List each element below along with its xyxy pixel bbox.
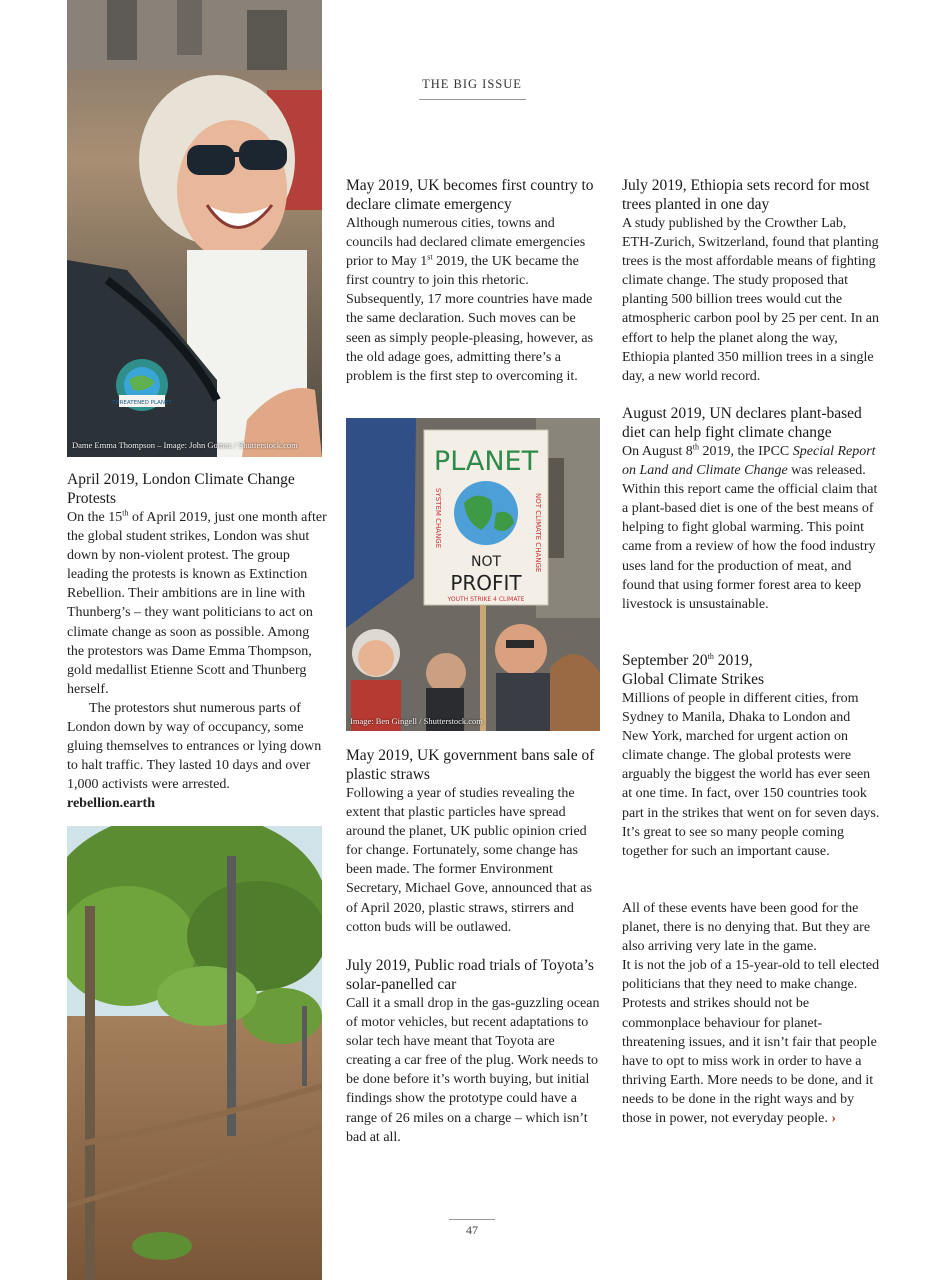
- article-conclusion: [622, 899, 880, 1128]
- body-august-p1b: 2019, the IPCC: [699, 444, 793, 459]
- body-august-report-title: Special Report on Land and Climate Change: [622, 444, 876, 479]
- article-september: [622, 651, 880, 861]
- body-may-emergency-sup: st: [427, 252, 433, 262]
- heading-april: [67, 470, 327, 508]
- body-conclusion-p2: It is not the job of a 15-year-old to tell elected politicians that they need to make change. Protests and strikes should not be commonplace behaviour for planet-threatening issues, and it isn’t fair that people have to opt to miss work in order to have a thriving Earth. More needs to be done, and it needs to be done in the right ways and by those in power, not everyday people.: [622, 958, 880, 1127]
- photo-planet-not-profit-illustration: [346, 418, 600, 731]
- heading-august: [622, 404, 880, 442]
- heading-july-car: [346, 956, 602, 994]
- body-april-p2: The protestors shut numerous parts of London down by way of occupancy, some gluing themselves to entrances or lying down to halt traffic. They lasted 10 days and over 1,000 activists were arrested.: [67, 700, 322, 793]
- heading-may-emergency: [346, 176, 602, 214]
- sign-mid: NOT: [470, 554, 502, 570]
- photo-tree-planting-illustration: [67, 826, 322, 1280]
- heading-september-date-b: 2019,: [713, 652, 753, 669]
- article-july-trees: [622, 176, 880, 386]
- body-may-emergency-p1a: Although numerous cities, towns and councils had declared climate emergencies prior to May 1: [346, 216, 586, 270]
- masthead-rule: [419, 99, 526, 100]
- badge-text: THREATENED PLANET: [112, 400, 172, 406]
- article-august: [622, 404, 880, 614]
- body-august-sup: th: [692, 442, 700, 452]
- sign-footer: YOUTH STRIKE 4 CLIMATE: [447, 596, 525, 603]
- photo-emma-thompson: [67, 0, 322, 457]
- sign-right: NOT CLIMATE CHANGE: [534, 493, 542, 573]
- heading-may-straws-date: May 2019,: [346, 747, 414, 764]
- heading-july-trees: [622, 176, 880, 214]
- body-september: Millions of people in different cities, from Sydney to Manila, Dhaka to London and New York, marched for urgent action on climate change. The global protests were arguably the biggest the world has ever seen at one time. In fact, over 150 countries took part in the strikes that went on for seven days. It’s great to see so many people coming together for such an important cause.: [622, 691, 880, 859]
- heading-september: [622, 651, 880, 689]
- body-august: [622, 442, 880, 614]
- body-may-emergency: [346, 214, 602, 386]
- sign-bottom: PROFIT: [450, 571, 522, 595]
- link-rebellion-earth[interactable]: rebellion.earth: [67, 796, 156, 812]
- body-may-emergency-p1b: 2019, the UK became the first country to join this rhetoric. Subsequently, 17 more countries have made the same declaration. Such moves can be seen as simply people-pleasing, however, as the old adage goes, admitting there’s a problem is the first step to overcoming it.: [346, 254, 594, 384]
- sign-top: PLANET: [433, 446, 539, 477]
- heading-july-trees-date: July 2019,: [622, 177, 687, 194]
- heading-august-date: August 2019,: [622, 405, 706, 422]
- heading-september-date-a: September 20: [622, 652, 708, 669]
- end-mark-icon: ›: [831, 1111, 837, 1127]
- body-may-straws: Following a year of studies revealing the extent that plastic particles have spread around the planet, UK public opinion cried for change. Fortunately, some change has been made. The former Environment Secretary, Michael Gove, announced that as of April 2020, plastic straws, stirrers and cotton buds will be outlawed.: [346, 786, 592, 935]
- heading-april-text: London Climate Change Protests: [67, 471, 295, 507]
- heading-july-trees-text: Ethiopia sets record for most trees planted in one day: [622, 177, 870, 213]
- body-april-p1b: of April 2019, just one month after the global student strikes, London was shut down by non-violent protest. The group leading the protests is known as Extinction Rebellion. Their ambitions are in line with Thunberg’s – they want politicians to act on climate change as soon as possible. Among the protestors was Dame Emma Thompson, gold medallist Etienne Scott and Thunberg herself.: [67, 510, 327, 697]
- body-august-p1c: was released. Within this report came the official claim that a plant-based diet is one of the best means of helping to fight global warming. This point came from a review of how the food industry uses land for the production of meat, and found that using former forest area to keep livestock is unsustainable.: [622, 463, 878, 612]
- heading-may-straws-text: UK government bans sale of plastic straws: [346, 747, 595, 783]
- heading-july-car-text: Public road trials of Toyota’s solar-panelled car: [346, 957, 594, 993]
- heading-september-sup: th: [707, 651, 714, 661]
- photo-tree-planting: [67, 826, 322, 1280]
- folio-rule: [449, 1219, 495, 1220]
- body-conclusion-p1: All of these events have been good for the planet, there is no denying that. But they are also arriving very late in the game.: [622, 901, 871, 955]
- heading-august-text: UN declares plant-based diet can help fight climate change: [622, 405, 862, 441]
- heading-april-date: April 2019,: [67, 471, 139, 488]
- body-july-car: Call it a small drop in the gas-guzzling ocean of motor vehicles, but recent adaptations to solar tech have meant that Toyota are creating a car free of the plug. Work needs to be done before it’s worth buying, but initial findings show the prototype could have a range of 26 miles on a charge – which isn’t bad at all.: [346, 996, 600, 1145]
- article-april-protests: [67, 470, 327, 813]
- caption-planet-not-profit: Image: Ben Gingell / Shutterstock.com: [350, 716, 483, 726]
- heading-may-straws: [346, 746, 602, 784]
- article-may-straws: [346, 746, 602, 937]
- body-august-p1a: On August 8: [622, 444, 693, 459]
- body-april: [67, 508, 327, 794]
- heading-may-emergency-date: May 2019,: [346, 177, 414, 194]
- heading-september-text: Global Climate Strikes: [622, 671, 765, 688]
- heading-may-emergency-text: UK becomes first country to declare climate emergency: [346, 177, 594, 213]
- masthead: THE BIG ISSUE: [422, 77, 522, 91]
- photo-emma-thompson-illustration: [67, 0, 322, 457]
- photo-planet-not-profit: [346, 418, 600, 731]
- body-july-trees: A study published by the Crowther Lab, ETH-Zurich, Switzerland, found that planting trees is the most affordable means of fighting climate change. The study proposed that planting 500 billion trees would cut the atmospheric carbon pool by 25 per cent. In an effort to help the planet along the way, Ethiopia planted 350 million trees in a single day, a new world record.: [622, 216, 879, 384]
- body-april-sup: th: [122, 508, 129, 518]
- article-may-emergency: [346, 176, 602, 386]
- article-july-car: [346, 956, 602, 1147]
- heading-july-car-date: July 2019,: [346, 957, 411, 974]
- page-number: 47: [466, 1223, 478, 1237]
- sign-left: SYSTEM CHANGE: [434, 488, 442, 549]
- body-conclusion: [622, 899, 880, 1128]
- caption-emma-thompson: Dame Emma Thompson – Image: John Gomez / Shutterstock.com: [72, 440, 298, 450]
- body-april-p1a: On the 15: [67, 510, 123, 525]
